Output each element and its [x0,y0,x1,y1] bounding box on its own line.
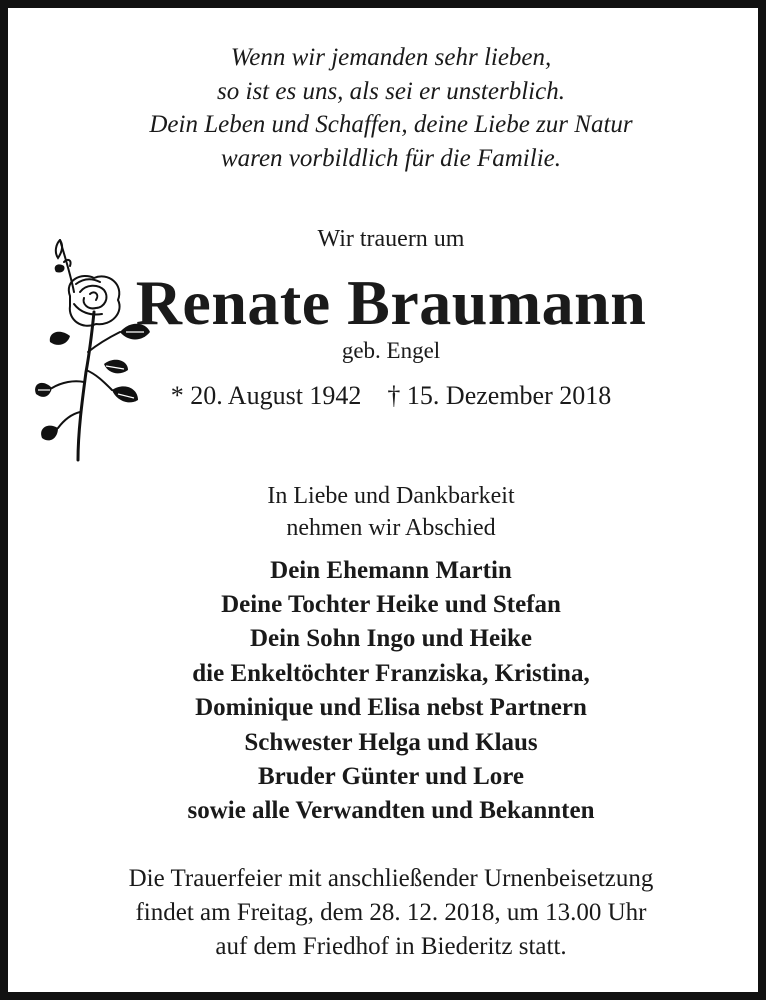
mourner-line: Dominique und Elisa nebst Partnern [195,694,587,721]
service-line-1: Die Trauerfeier mit anschließender Urnenbeisetzung [128,865,654,892]
quote-line-1: Wenn wir jemanden sehr lieben, [230,44,552,71]
birth-date: * 20. August 1942 [170,381,362,410]
mourner-line: Dein Ehemann Martin [270,557,512,584]
maiden-name: geb. Engel [341,338,441,363]
mourner-line: Deine Tochter Heike und Stefan [221,591,561,618]
mourner-line: Dein Sohn Ingo und Heike [249,625,533,652]
mourner-line: Schwester Helga und Klaus [244,729,538,756]
death-date: † 15. Dezember 2018 [387,381,612,410]
life-dates [8,381,766,411]
quote-line-4: waren vorbildlich für die Familie. [220,145,561,172]
intro-text: Wir trauern um [317,226,465,252]
service-line-3: auf dem Friedhof in Biederitz statt. [215,933,567,960]
mourner-line: die Enkeltöchter Franziska, Kristina, [192,660,590,687]
farewell-line-2: nehmen wir Abschied [286,515,496,541]
mourner-line: Bruder Günter und Lore [257,763,524,790]
service-line-2: findet am Freitag, dem 28. 12. 2018, um 13.00 Uhr [135,899,647,926]
quote-line-2: so ist es uns, als sei er unsterblich. [217,78,565,105]
deceased-name: Renate Braumann [135,267,647,338]
mourner-line: sowie alle Verwandten und Bekannten [187,797,595,824]
farewell-line-1: In Liebe und Dankbarkeit [267,483,515,509]
quote-line-3: Dein Leben und Schaffen, deine Liebe zur Natur [149,111,633,138]
